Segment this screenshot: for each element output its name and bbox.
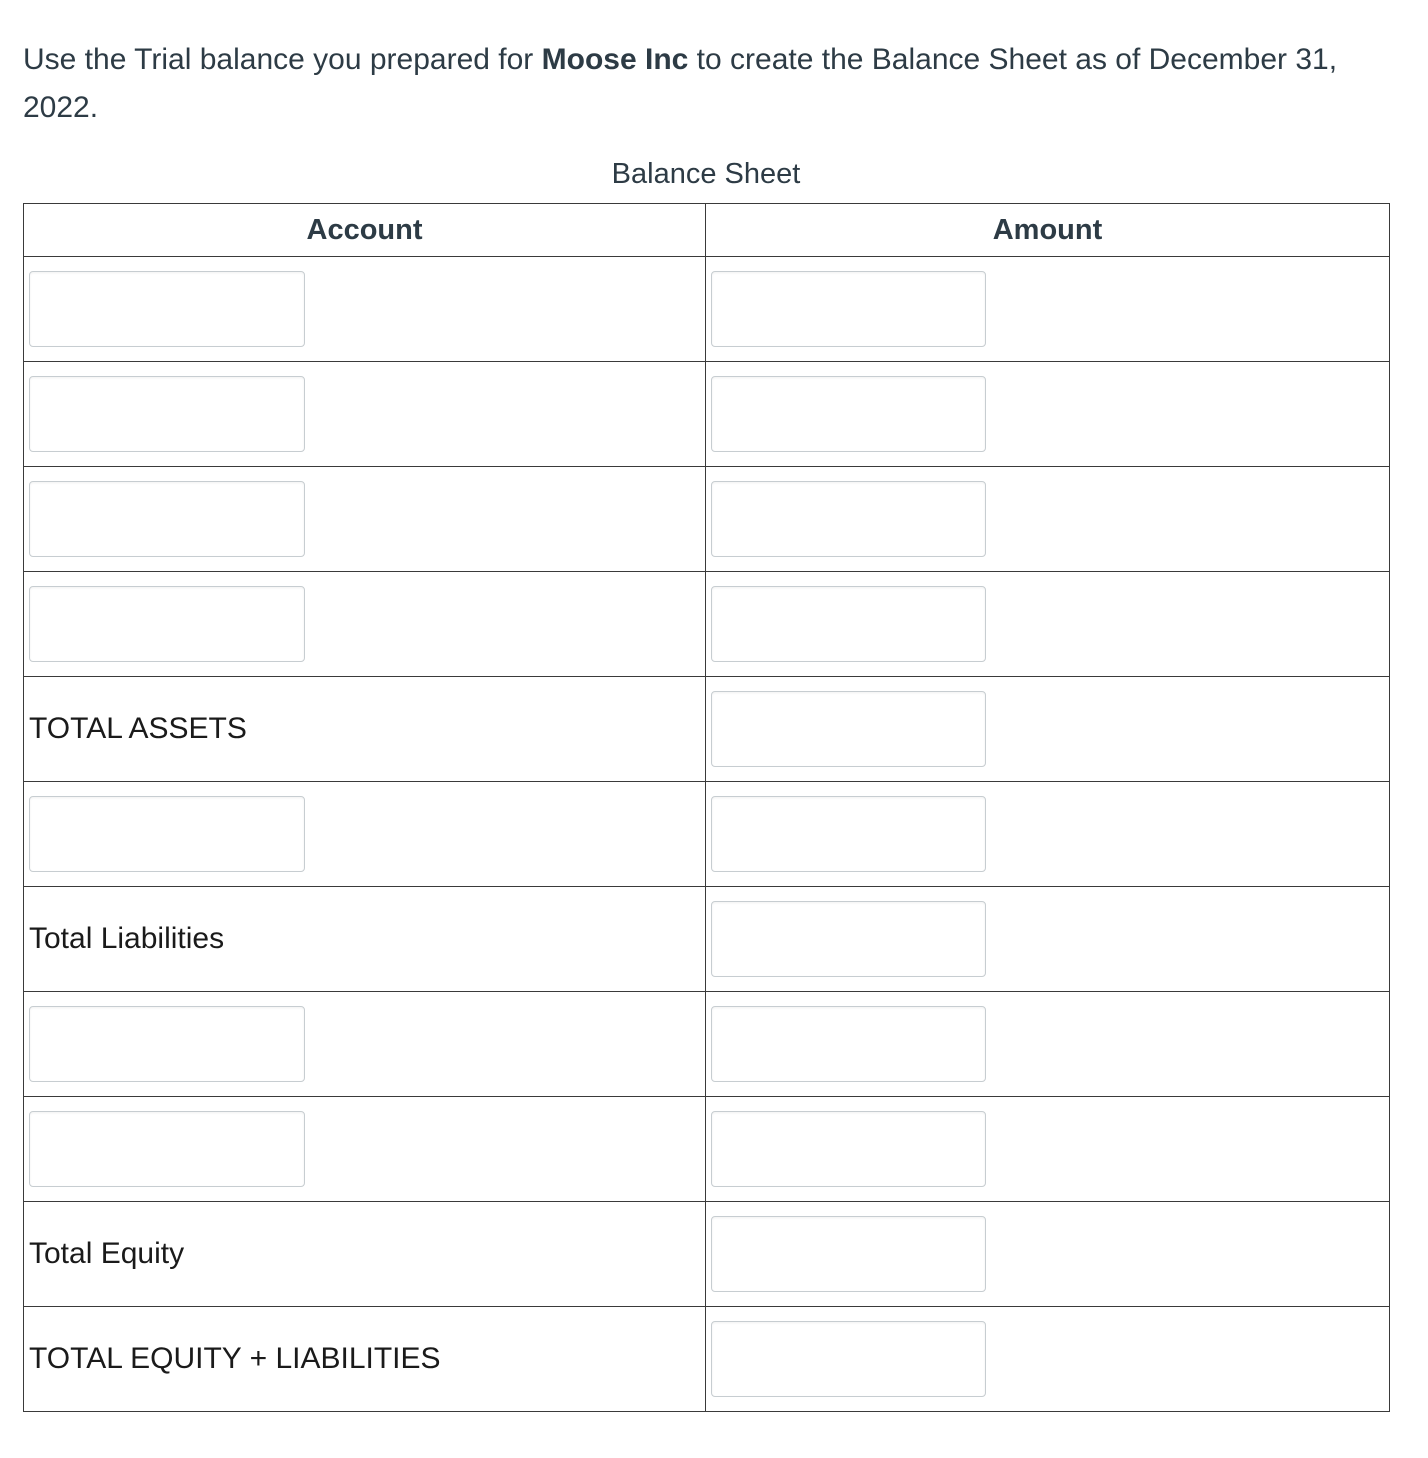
amount-input-2[interactable] <box>711 376 986 452</box>
table-row-total-assets <box>24 677 1390 782</box>
question-prompt <box>23 36 1403 132</box>
table-row-total-liabilities <box>24 887 1390 992</box>
total-liabilities-amount-input[interactable] <box>711 901 986 977</box>
account-input-2[interactable] <box>29 376 305 452</box>
amount-cell <box>706 1097 1390 1202</box>
total-equity-liabilities-amount-input[interactable] <box>711 1321 986 1397</box>
account-cell <box>24 362 706 467</box>
total-equity-label: Total Equity <box>29 1237 185 1270</box>
table-row <box>24 992 1390 1097</box>
amount-cell <box>706 572 1390 677</box>
account-input-9[interactable] <box>29 1111 305 1187</box>
account-input-4[interactable] <box>29 586 305 662</box>
total-assets-label: TOTAL ASSETS <box>29 712 247 745</box>
amount-cell <box>706 362 1390 467</box>
amount-cell <box>706 782 1390 887</box>
amount-column-header: Amount <box>706 204 1390 257</box>
account-input-8[interactable] <box>29 1006 305 1082</box>
table-header-row <box>24 204 1390 257</box>
total-equity-amount-input[interactable] <box>711 1216 986 1292</box>
amount-input-1[interactable] <box>711 271 986 347</box>
amount-cell <box>706 1202 1390 1307</box>
account-input-3[interactable] <box>29 481 305 557</box>
amount-input-6[interactable] <box>711 796 986 872</box>
amount-cell <box>706 992 1390 1097</box>
amount-input-3[interactable] <box>711 481 986 557</box>
amount-cell <box>706 677 1390 782</box>
balance-sheet-table <box>23 203 1390 1412</box>
account-cell <box>24 257 706 362</box>
total-assets-amount-input[interactable] <box>711 691 986 767</box>
table-row <box>24 1097 1390 1202</box>
amount-input-4[interactable] <box>711 586 986 662</box>
account-input-6[interactable] <box>29 796 305 872</box>
table-row <box>24 467 1390 572</box>
account-cell <box>24 1307 706 1412</box>
amount-input-9[interactable] <box>711 1111 986 1187</box>
table-row <box>24 572 1390 677</box>
prompt-text-after: to create the Balance Sheet as of December 31, 2022. <box>23 43 1338 124</box>
total-liabilities-label: Total Liabilities <box>29 922 225 955</box>
total-equity-liabilities-label: TOTAL EQUITY + LIABILITIES <box>29 1342 441 1375</box>
amount-input-8[interactable] <box>711 1006 986 1082</box>
amount-cell <box>706 467 1390 572</box>
account-column-header: Account <box>24 204 706 257</box>
amount-cell <box>706 887 1390 992</box>
account-cell <box>24 677 706 782</box>
company-name: Moose Inc <box>541 43 689 76</box>
table-row <box>24 782 1390 887</box>
prompt-text-before: Use the Trial balance you prepared for <box>23 43 542 76</box>
table-row <box>24 257 1390 362</box>
account-cell <box>24 782 706 887</box>
table-caption: Balance Sheet <box>611 158 801 190</box>
amount-cell <box>706 257 1390 362</box>
account-cell <box>24 1097 706 1202</box>
table-row-total-equity-liabilities <box>24 1307 1390 1412</box>
account-cell <box>24 1202 706 1307</box>
table-row <box>24 362 1390 467</box>
account-cell <box>24 992 706 1097</box>
account-cell <box>24 572 706 677</box>
table-row-total-equity <box>24 1202 1390 1307</box>
account-cell <box>24 887 706 992</box>
account-cell <box>24 467 706 572</box>
account-input-1[interactable] <box>29 271 305 347</box>
amount-cell <box>706 1307 1390 1412</box>
